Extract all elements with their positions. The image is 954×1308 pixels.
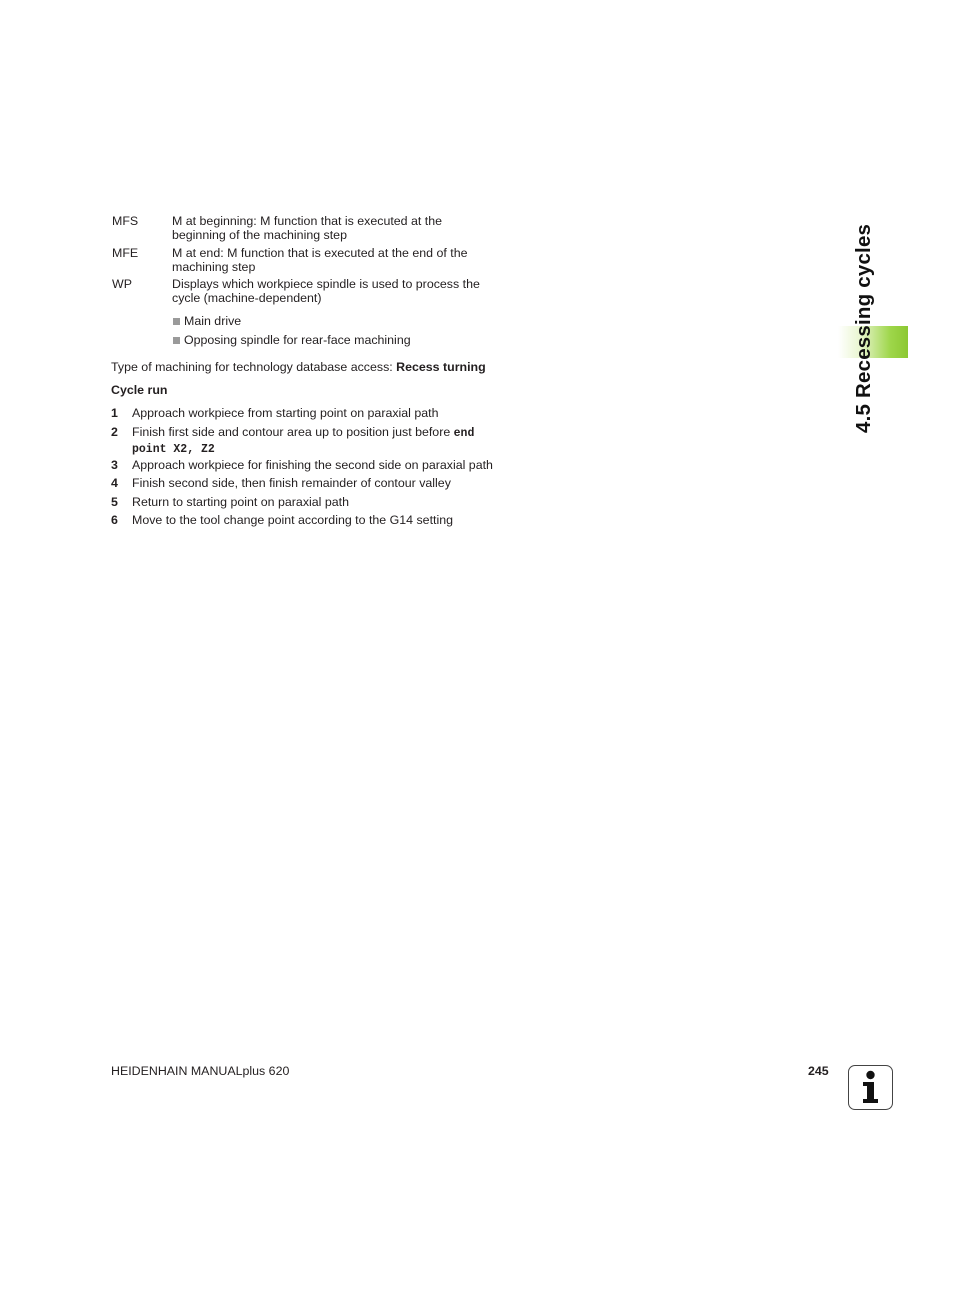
param-desc-mfe	[172, 246, 512, 274]
step-number: 6	[111, 513, 118, 527]
page-number: 245	[808, 1064, 829, 1078]
param-desc-wp	[172, 277, 512, 305]
wp-option-label: Main drive	[184, 314, 242, 328]
param-desc-mfs	[172, 214, 512, 242]
footer-manual-name: HEIDENHAIN MANUALplus 620	[111, 1064, 290, 1078]
step-text	[132, 425, 522, 457]
square-bullet-icon	[173, 337, 180, 344]
square-bullet-icon	[173, 318, 180, 325]
info-glyph	[849, 1066, 892, 1109]
param-code-mfs: MFS	[112, 214, 139, 228]
step-number: 1	[111, 406, 118, 420]
step-code-end: end	[453, 427, 475, 440]
wp-option-opposing-spindle	[173, 333, 411, 347]
step-number: 3	[111, 458, 118, 472]
param-desc-line: cycle (machine-dependent)	[172, 291, 322, 305]
step-text: Move to the tool change point according to the G14 setting	[132, 513, 453, 527]
param-code-mfe: MFE	[112, 246, 139, 260]
wp-option-label: Opposing spindle for rear-face machining	[184, 333, 411, 347]
wp-option-main-drive	[173, 314, 241, 328]
machining-type-value: Recess turning	[396, 360, 486, 374]
param-desc-line: M at end: M function that is executed at the end of the	[172, 246, 468, 260]
param-desc-line: M at beginning: M function that is executed at the	[172, 214, 443, 228]
chapter-side-title: 4.5 Recessing cycles	[852, 223, 875, 433]
cycle-run-heading: Cycle run	[111, 383, 168, 397]
param-code-wp: WP	[112, 277, 132, 291]
step-text: Finish second side, then finish remainder of contour valley	[132, 476, 451, 490]
step-code-point: point X2, Z2	[132, 443, 215, 456]
step-text: Approach workpiece for finishing the second side on paraxial path	[132, 458, 493, 472]
param-desc-line: beginning of the machining step	[172, 228, 347, 242]
param-desc-line: machining step	[172, 260, 256, 274]
info-icon	[848, 1065, 893, 1110]
param-desc-line: Displays which workpiece spindle is used to process the	[172, 277, 480, 291]
machining-type-label: Type of machining for technology database access:	[111, 360, 397, 374]
step-number: 4	[111, 476, 118, 490]
step-text: Approach workpiece from starting point on paraxial path	[132, 406, 439, 420]
step-text-main: Finish first side and contour area up to position just before	[132, 425, 454, 439]
step-number: 2	[111, 425, 118, 439]
machining-type-line	[111, 360, 486, 374]
step-number: 5	[111, 495, 118, 509]
step-text: Return to starting point on paraxial path	[132, 495, 349, 509]
